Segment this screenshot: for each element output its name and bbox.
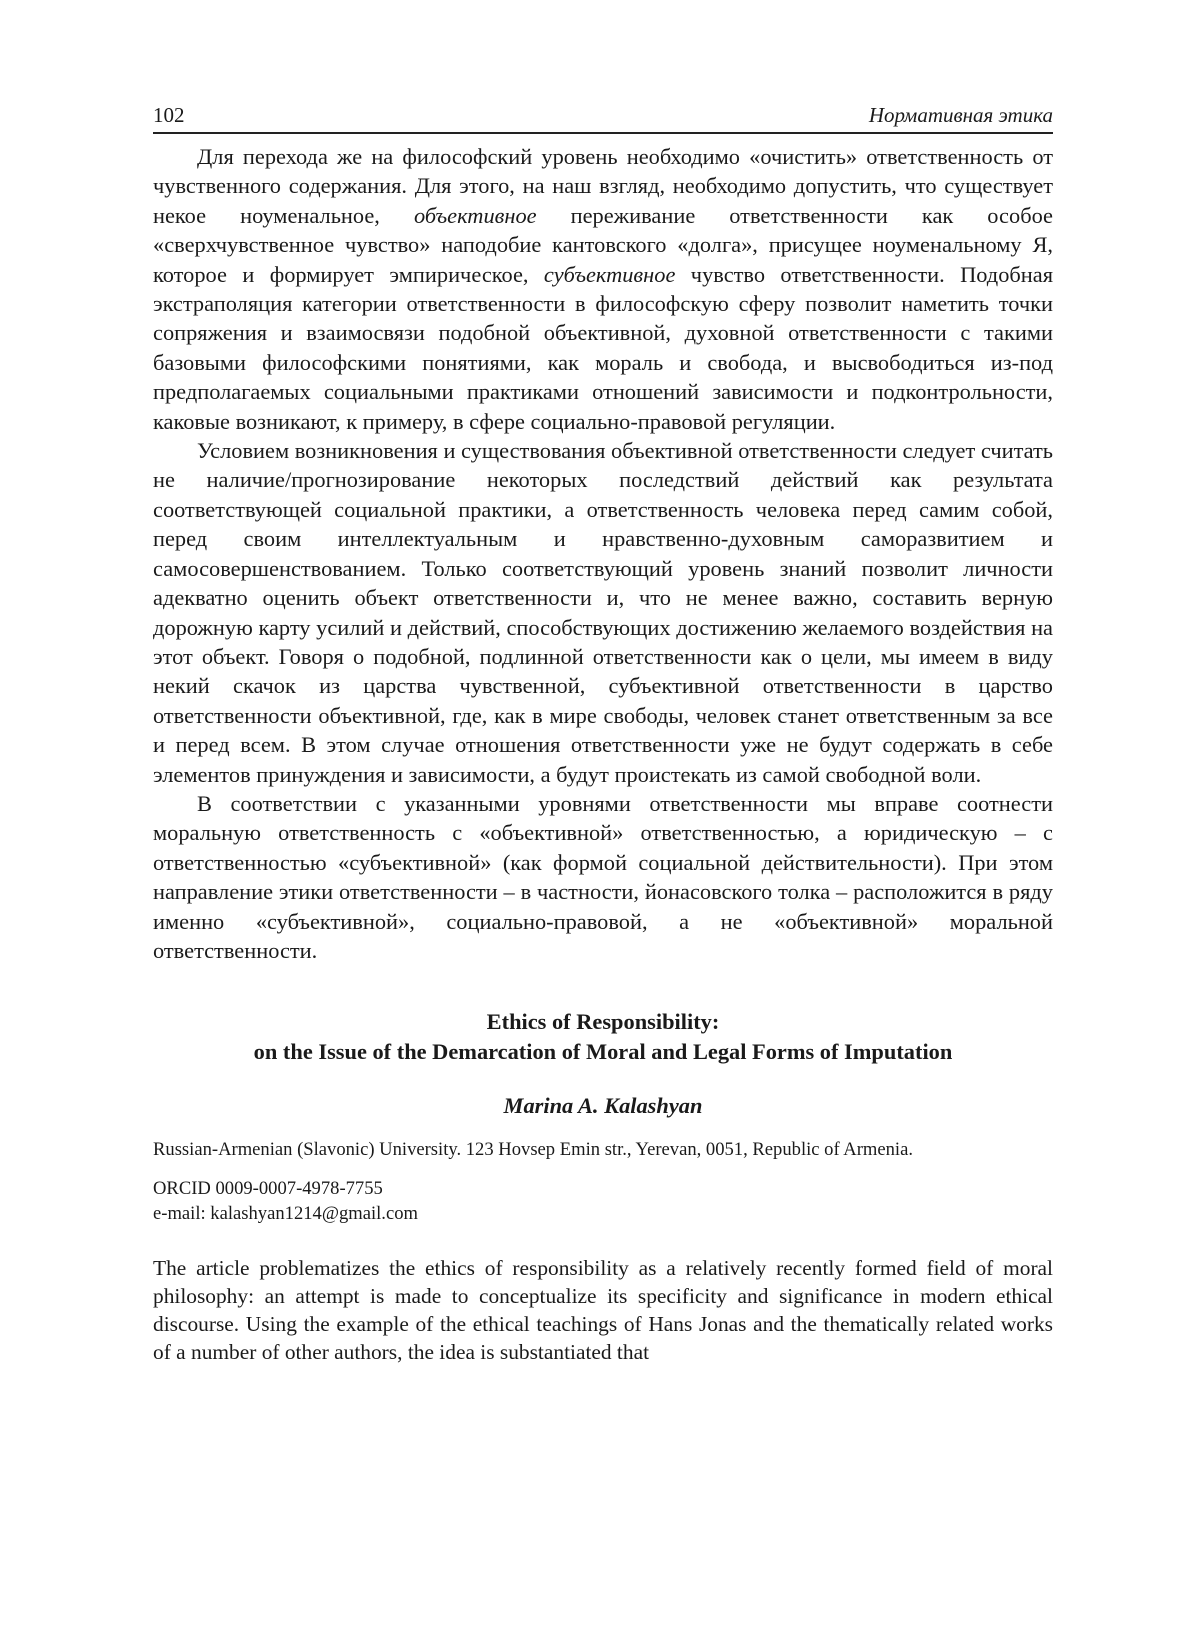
author-contacts — [153, 1176, 1053, 1226]
section-title: Нормативная этика — [868, 103, 1053, 127]
paragraph-1-part-c: чувство ответственности. Подобная экстраполяция категории ответственности в философскую сферу позволит наметить точки сопряжения и взаимосвязи подобной объективной, духовной ответственности с такими базовыми философскими понятиями, как мораль и свобода, и высвободиться из-под предполагаемых социальными практиками отношений зависимости и подконтрольности, каковые возникают, к примеру, в сфере социально-правовой регуляции. — [153, 261, 1053, 434]
english-title-line-1: Ethics of Responsibility: — [486, 1009, 720, 1035]
author-affiliation: Russian-Armenian (Slavonic) University. 123 Hovsep Emin str., Yerevan, 0051, Republic of Armenia. — [153, 1139, 913, 1161]
paragraph-1-emphasis-subjective: субъективное — [543, 261, 676, 287]
paragraph-1-part-a: Для перехода же на философский уровень необходимо «очистить» ответственность от чувственного содержания. Для этого, на наш взгляд, необходимо допустить, что существует некое ноуменальное, — [153, 144, 1053, 228]
orcid: ORCID 0009-0007-4978-7755 — [153, 1178, 383, 1200]
abstract-text: The article problematizes the ethics of responsibility as a relatively recently formed field of moral philosophy: an attempt is made to conceptualize its specificity and significance in modern ethical discourse. Using the example of the ethical teachings of Hans Jonas and the thematically related works of a number of other authors, the idea is substantiated that — [153, 1256, 1053, 1365]
russian-body-text — [153, 142, 1053, 965]
running-header — [153, 102, 1053, 134]
paragraph-3: В соответствии с указанными уровнями ответственности мы вправе соотнести моральную ответственность с «объективной» ответственностью, а юридическую – с ответственностью «субъективной» (как формой социальной действительности). При этом направление этики ответственности – в частности, йонасовского толка – расположится в ряду именно «субъективной», социально-правовой, а не «объективной» моральной ответственности. — [153, 790, 1053, 963]
paragraph-1 — [153, 142, 1053, 436]
author-name: Marina A. Kalashyan — [503, 1093, 703, 1119]
page — [153, 102, 1053, 1366]
english-title-line-2: on the Issue of the Demarcation of Moral and Legal Forms of Imputation — [253, 1039, 953, 1065]
paragraph-2: Условием возникновения и существования объективной ответственности следует считать не наличие/прогнозирование некоторых последствий действий как результата соответствующей социальной практики, а ответственность человека перед самим собой, перед своим интеллектуальным и нравственно-духовным саморазвитием и самосовершенствованием. Только соответствующий уровень знаний позволит личности адекватно оценить объект ответственности и, что не менее важно, составить верную дорожную карту усилий и действий, способствующих достижению желаемого воздействия на этот объект. Говоря о подобной, подлинной ответственности как о цели, мы имеем в виду некий скачок из царства чувственной, субъективной ответственности в царство ответственности объективной, где, как в мире свободы, человек станет ответственным за все и перед всем. В этом случае отношения ответственности уже не будут содержать в себе элементов принуждения и зависимости, а будут проистекать из самой свободной воли. — [153, 438, 1054, 787]
english-abstract — [153, 1254, 1053, 1366]
paragraph-1-part-b: переживание ответственности как особое «сверхчувственное чувство» наподобие кантовского «долга», присущее ноуменальному Я, которое и формирует эмпирическое, — [153, 202, 1053, 287]
email: e-mail: kalashyan1214@gmail.com — [153, 1203, 418, 1225]
page-number: 102 — [153, 103, 185, 127]
english-article-title — [153, 1007, 1053, 1067]
paragraph-1-emphasis-objective: объективное — [413, 202, 537, 228]
